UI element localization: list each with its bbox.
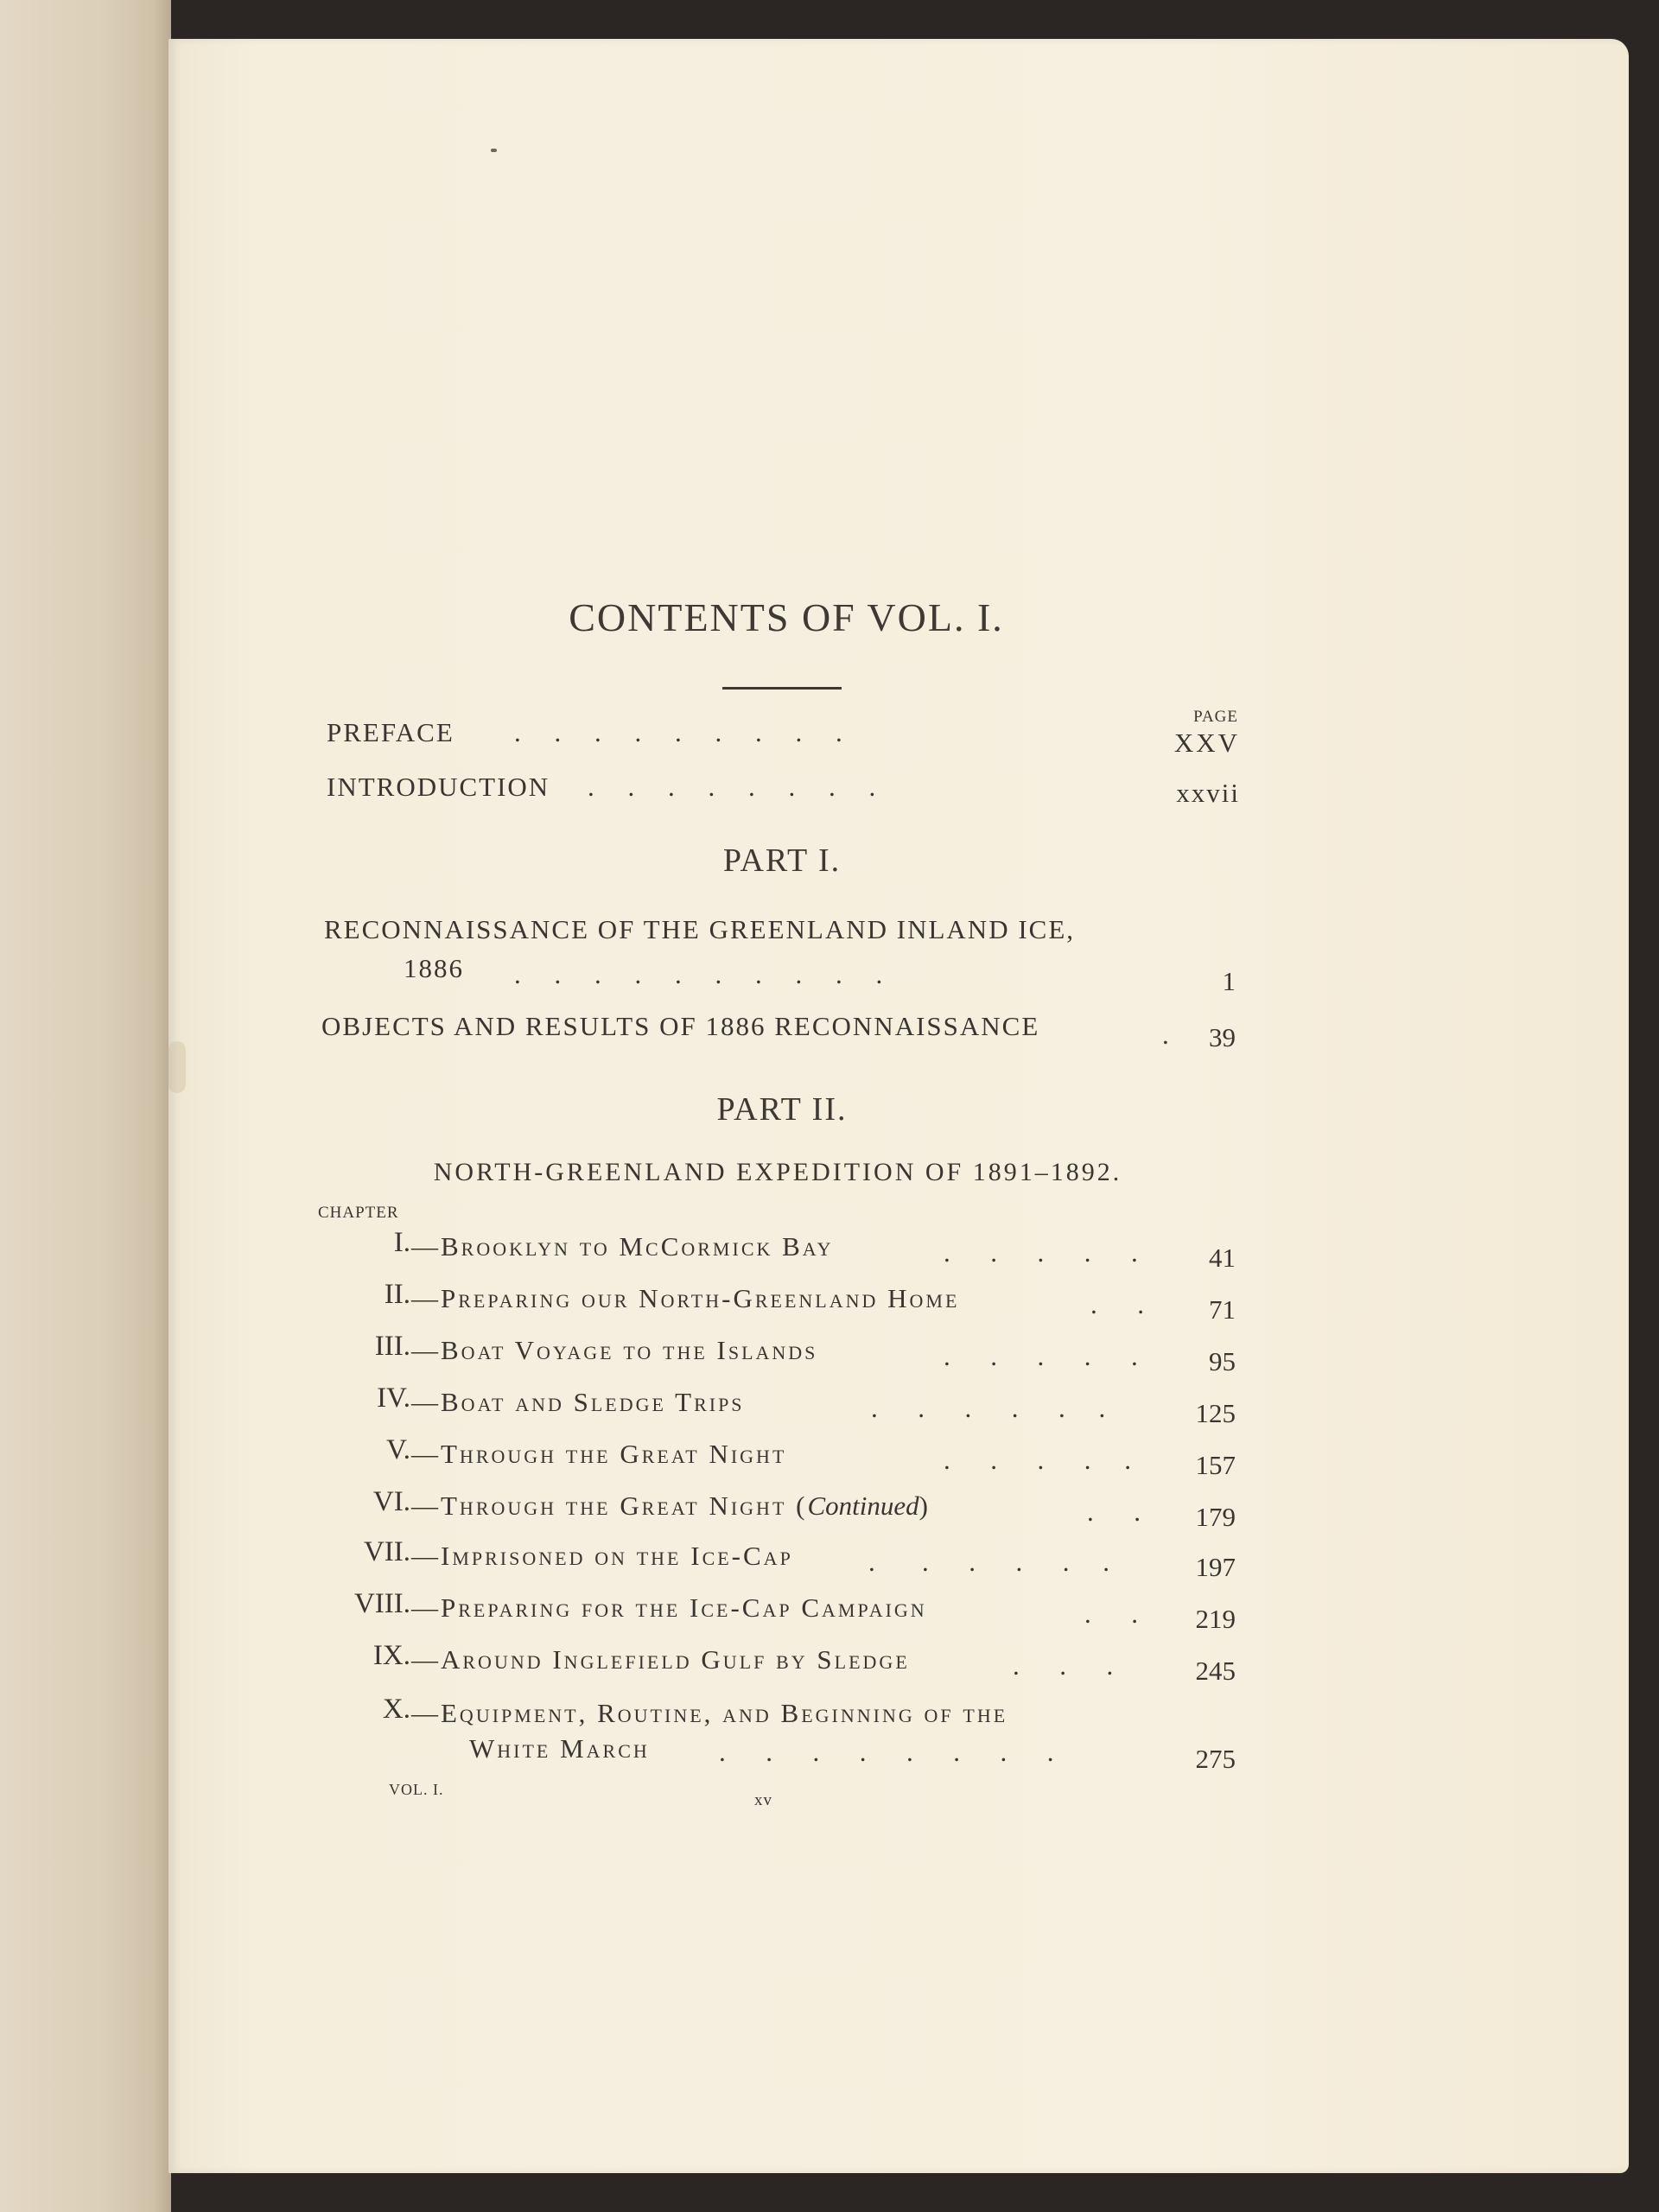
part-2-subheading: NORTH-GREENLAND EXPEDITION OF 1891–1892. <box>433 1158 1122 1186</box>
chapter-title: —Preparing for the Ice-Cap Campaign <box>411 1592 927 1623</box>
page-number-reconnaissance: 1 <box>1222 966 1236 996</box>
chapter-numeral: VI. <box>372 1486 410 1517</box>
leader-dots: . . . . . . . . <box>719 1737 1054 1767</box>
chapter-title: —Boat Voyage to the Islands <box>411 1335 818 1365</box>
chapter-page: 245 <box>1195 1656 1236 1686</box>
leader-dots: . . . . . <box>944 1237 1138 1268</box>
leader-dots: . . . . . . <box>871 1393 1106 1423</box>
chapter-page: 157 <box>1195 1450 1236 1480</box>
chapter-numeral: VII. <box>363 1536 410 1567</box>
leader-dots: . . . <box>1013 1650 1114 1681</box>
leader-dots: . . <box>1090 1289 1144 1319</box>
part-1-heading: PART I. <box>722 842 842 879</box>
leader-dots: . . <box>1084 1599 1138 1629</box>
toc-entry-objects-results: OBJECTS AND RESULTS OF 1886 RECONNAISSANCE <box>321 1011 1040 1041</box>
leader-dots: . <box>1162 1020 1169 1050</box>
leader-dots: . . <box>1087 1497 1141 1527</box>
chapter-numeral: II. <box>384 1279 410 1310</box>
chapter-page: 275 <box>1195 1744 1236 1774</box>
volume-signature: VOL. I. <box>389 1781 444 1798</box>
page-number-objects-results: 39 <box>1209 1022 1236 1052</box>
chapter-numeral: IV. <box>377 1382 410 1414</box>
folio-number: xv <box>754 1791 772 1809</box>
chapter-title: —Imprisoned on the Ice-Cap <box>411 1541 793 1571</box>
chapter-page: 71 <box>1209 1294 1236 1325</box>
leader-dots: . . . . . . . . <box>588 772 876 802</box>
leader-dots: . . . . . . <box>868 1547 1109 1577</box>
leader-dots: . . . . . . . . . . <box>514 959 883 989</box>
chapter-column-label: CHAPTER <box>318 1204 399 1222</box>
toc-entry-preface: PREFACE <box>327 717 454 747</box>
page-smudge <box>168 1041 186 1093</box>
chapter-title-continued: White March <box>469 1733 650 1764</box>
chapter-numeral: I. <box>393 1227 410 1258</box>
chapter-title: —Boat and Sledge Trips <box>411 1387 745 1417</box>
chapter-title: —Brooklyn to McCormick Bay <box>411 1231 834 1262</box>
page-number-preface: XXV <box>1173 728 1240 758</box>
title-rule <box>722 687 842 690</box>
chapter-title: —Around Inglefield Gulf by Sledge <box>411 1644 910 1675</box>
page-column-label: PAGE <box>1193 708 1238 726</box>
chapter-numeral: X. <box>382 1694 410 1725</box>
chapter-page: 197 <box>1195 1552 1236 1582</box>
chapter-title: —Preparing our North-Greenland Home <box>411 1283 960 1313</box>
leader-dots: . . . . . <box>944 1341 1138 1371</box>
chapter-numeral: IX. <box>372 1640 410 1671</box>
chapter-numeral: III. <box>374 1331 410 1362</box>
part-2-heading: PART II. <box>716 1091 848 1128</box>
leader-dots: . . . . . <box>944 1445 1131 1475</box>
chapter-numeral: VIII. <box>353 1588 410 1619</box>
chapter-page: 125 <box>1195 1398 1236 1428</box>
chapter-title: —Through the Great Night (Continued) <box>411 1491 931 1521</box>
toc-entry-reconnaissance-year: 1886 <box>404 953 464 983</box>
page-number-introduction: xxvii <box>1176 778 1240 808</box>
chapter-page: 41 <box>1209 1243 1236 1273</box>
chapter-page: 219 <box>1195 1604 1236 1634</box>
chapter-page: 95 <box>1209 1346 1236 1376</box>
toc-entry-reconnaissance: RECONNAISSANCE OF THE GREENLAND INLAND ICE, <box>324 914 1076 944</box>
leader-dots: . . . . . . . . . <box>514 717 842 747</box>
chapter-title: —Equipment, Routine, and Beginning of the <box>411 1698 1008 1728</box>
chapter-page: 179 <box>1195 1502 1236 1532</box>
ink-speck <box>491 149 497 152</box>
page-title: CONTENTS OF VOL. I. <box>569 595 1004 639</box>
toc-entry-introduction: INTRODUCTION <box>327 772 550 802</box>
chapter-numeral: V. <box>386 1434 410 1465</box>
chapter-title: —Through the Great Night <box>411 1439 787 1469</box>
